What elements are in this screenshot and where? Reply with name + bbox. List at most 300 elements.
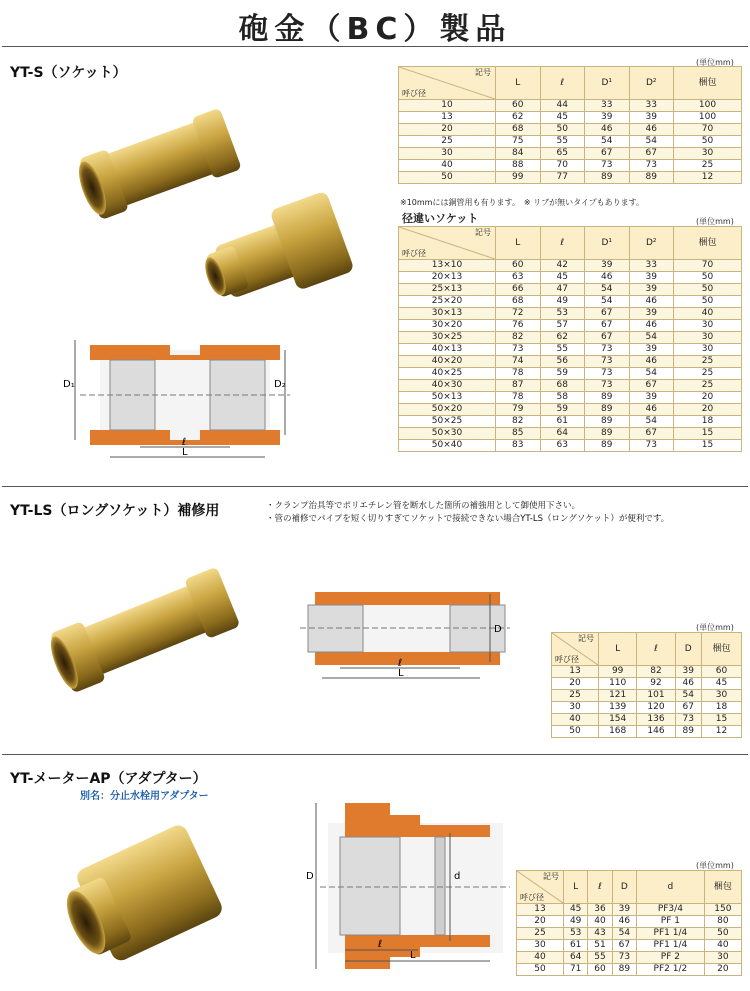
yts-header-pack: 梱包 xyxy=(674,67,742,100)
reducing-cell: 54 xyxy=(629,332,674,344)
ytap-cell: 43 xyxy=(588,928,612,940)
ytls-diagram-l: ℓ xyxy=(398,658,403,669)
reducing-table-row xyxy=(399,308,742,320)
reducing-header-L: L xyxy=(496,227,541,260)
reducing-cell: 73 xyxy=(585,368,630,380)
reducing-cell: 61 xyxy=(540,416,585,428)
yts-note: ※10mmには銅管用も有ります。 ※ リブが無いタイプもあります。 xyxy=(400,198,645,207)
reducing-cell: 50×40 xyxy=(399,440,496,452)
ytls-table-row xyxy=(552,702,742,714)
reducing-cell: 83 xyxy=(496,440,541,452)
yts-header-kigo: 記号 xyxy=(475,68,491,77)
ytap-cell: PF3/4 xyxy=(636,904,704,916)
ytls-bullet-2: ・管の補修でパイプを短く切りすぎてソケットで接続できない場合YT-LS（ロングソケット）が便利です。 xyxy=(266,514,670,524)
yts-unit-label: (単位mm) xyxy=(696,58,734,67)
reducing-cell: 53 xyxy=(540,308,585,320)
yts-cell: 33 xyxy=(585,100,630,112)
yts-diagram-L: L xyxy=(182,447,188,458)
yts-header-D1: D¹ xyxy=(585,67,630,100)
ytap-header-l: ℓ xyxy=(588,871,612,904)
reducing-cell: 45 xyxy=(540,272,585,284)
ytls-cell: 101 xyxy=(637,690,675,702)
yts-cell: 50 xyxy=(674,136,742,148)
ytap-table-row xyxy=(517,928,742,940)
ytls-cell: 121 xyxy=(599,690,637,702)
reducing-table-row xyxy=(399,332,742,344)
ytap-cell: 36 xyxy=(588,904,612,916)
ytls-cell: 40 xyxy=(552,714,599,726)
ytls-cell: 45 xyxy=(701,678,741,690)
section-divider xyxy=(2,486,748,487)
reducing-header-D1: D¹ xyxy=(585,227,630,260)
ytap-table-row xyxy=(517,904,742,916)
reducing-cell: 63 xyxy=(496,272,541,284)
ytap-cell: 60 xyxy=(588,964,612,976)
reducing-cell: 46 xyxy=(629,320,674,332)
reducing-table-row xyxy=(399,416,742,428)
reducing-cell: 30×13 xyxy=(399,308,496,320)
yts-header-L: L xyxy=(496,67,541,100)
ytls-cell: 89 xyxy=(675,726,701,738)
ytls-cell: 54 xyxy=(675,690,701,702)
yts-cell: 25 xyxy=(674,160,742,172)
ytls-cell: 18 xyxy=(701,702,741,714)
ytls-cell: 60 xyxy=(701,666,741,678)
ytap-cell: 53 xyxy=(564,928,588,940)
ytls-cell: 82 xyxy=(637,666,675,678)
reducing-cell: 39 xyxy=(629,308,674,320)
reducing-header-yobi: 呼び径 xyxy=(402,249,426,258)
reducing-cell: 18 xyxy=(674,416,742,428)
reducing-table-row xyxy=(399,296,742,308)
reducing-cell: 46 xyxy=(585,272,630,284)
reducing-cell: 30×25 xyxy=(399,332,496,344)
ytls-cell: 146 xyxy=(637,726,675,738)
ytls-cell: 25 xyxy=(552,690,599,702)
reducing-table-row xyxy=(399,272,742,284)
yts-cell: 67 xyxy=(585,148,630,160)
yts-cell: 84 xyxy=(496,148,541,160)
ytls-cell: 73 xyxy=(675,714,701,726)
yts-cross-section-diagram xyxy=(60,325,300,465)
yts-cell: 89 xyxy=(629,172,674,184)
yts-table-row xyxy=(399,100,742,112)
reducing-header-pack: 梱包 xyxy=(674,227,742,260)
ytap-diagram-D: D xyxy=(306,871,314,882)
yts-header-diag xyxy=(399,67,496,100)
reducing-unit-label: (単位mm) xyxy=(696,217,734,226)
ytap-header-D: D xyxy=(612,871,636,904)
ytap-header-yobi: 呼び径 xyxy=(520,893,544,902)
reducing-header-diag xyxy=(399,227,496,260)
reducing-cell: 25×20 xyxy=(399,296,496,308)
reducing-cell: 46 xyxy=(629,404,674,416)
reducing-cell: 89 xyxy=(585,404,630,416)
yts-cell: 100 xyxy=(674,100,742,112)
ytap-header-kigo: 記号 xyxy=(543,872,559,881)
yts-cell: 20 xyxy=(399,124,496,136)
ytls-cell: 139 xyxy=(599,702,637,714)
reducing-cell: 87 xyxy=(496,380,541,392)
yts-cell: 46 xyxy=(629,124,674,136)
reducing-cell: 67 xyxy=(585,320,630,332)
ytap-cell: 150 xyxy=(704,904,741,916)
reducing-cell: 13×10 xyxy=(399,260,496,272)
reducing-cell: 25 xyxy=(674,380,742,392)
reducing-cell: 40×13 xyxy=(399,344,496,356)
reducing-cell: 25×13 xyxy=(399,284,496,296)
reducing-cell: 42 xyxy=(540,260,585,272)
yts-cell: 77 xyxy=(540,172,585,184)
reducing-cell: 50×30 xyxy=(399,428,496,440)
ytap-cell: 54 xyxy=(612,928,636,940)
yts-cell: 40 xyxy=(399,160,496,172)
yts-cell: 62 xyxy=(496,112,541,124)
reducing-cell: 74 xyxy=(496,356,541,368)
yts-cell: 25 xyxy=(399,136,496,148)
reducing-cell: 67 xyxy=(629,428,674,440)
reducing-table-row xyxy=(399,356,742,368)
ytap-cell: 20 xyxy=(517,916,564,928)
yts-cell: 54 xyxy=(629,136,674,148)
ytls-header-diag xyxy=(552,633,599,666)
reducing-cell: 40×25 xyxy=(399,368,496,380)
reducing-table-row xyxy=(399,320,742,332)
reducing-cell: 20 xyxy=(674,404,742,416)
reducing-table-row xyxy=(399,368,742,380)
reducing-header-D2: D² xyxy=(629,227,674,260)
ytap-header-diag xyxy=(517,871,564,904)
reducing-cell: 50×13 xyxy=(399,392,496,404)
reducing-cell: 73 xyxy=(496,344,541,356)
reducing-cell: 89 xyxy=(585,428,630,440)
reducing-cell: 39 xyxy=(629,392,674,404)
reducing-cell: 20×13 xyxy=(399,272,496,284)
ytls-cross-section-diagram xyxy=(300,580,515,685)
ytap-cell: 40 xyxy=(704,940,741,952)
ytls-diagram-L: L xyxy=(398,668,404,679)
ytap-cell: PF 2 xyxy=(636,952,704,964)
reducing-cell: 40×30 xyxy=(399,380,496,392)
ytap-cell: 30 xyxy=(517,940,564,952)
yts-cell: 70 xyxy=(674,124,742,136)
yts-diagram-D1: D₁ xyxy=(63,379,75,390)
ytap-cell: 64 xyxy=(564,952,588,964)
ytls-cell: 136 xyxy=(637,714,675,726)
ytap-cell: 50 xyxy=(517,964,564,976)
ytls-table-row xyxy=(552,678,742,690)
section-divider xyxy=(2,754,748,755)
yts-cell: 73 xyxy=(629,160,674,172)
ytap-cell: 50 xyxy=(704,928,741,940)
ytls-header-pack: 梱包 xyxy=(701,633,741,666)
yts-cell: 44 xyxy=(540,100,585,112)
ytap-cell: 46 xyxy=(612,916,636,928)
ytap-cell: 40 xyxy=(588,916,612,928)
reducing-cell: 30 xyxy=(674,332,742,344)
reducing-cell: 85 xyxy=(496,428,541,440)
yts-cell: 54 xyxy=(585,136,630,148)
ytap-title: YT-メーターAP（アダプター） xyxy=(10,771,207,787)
reducing-cell: 82 xyxy=(496,332,541,344)
ytap-cell: 20 xyxy=(704,964,741,976)
ytls-cell: 30 xyxy=(552,702,599,714)
reducing-cell: 30 xyxy=(674,320,742,332)
yts-cell: 55 xyxy=(540,136,585,148)
ytap-cell: 45 xyxy=(564,904,588,916)
yts-table-row xyxy=(399,124,742,136)
reducing-cell: 30×20 xyxy=(399,320,496,332)
reducing-cell: 39 xyxy=(585,260,630,272)
reducing-title: 径違いソケット xyxy=(402,212,479,225)
ytap-cell: 67 xyxy=(612,940,636,952)
reducing-cell: 73 xyxy=(585,380,630,392)
reducing-header-kigo: 記号 xyxy=(475,228,491,237)
page-title: 砲金（BC）製品 xyxy=(238,12,512,47)
reducing-cell: 64 xyxy=(540,428,585,440)
reducing-cell: 49 xyxy=(540,296,585,308)
ytap-table-row xyxy=(517,964,742,976)
ytap-cell: 89 xyxy=(612,964,636,976)
ytls-cell: 168 xyxy=(599,726,637,738)
reducing-cell: 50×25 xyxy=(399,416,496,428)
reducing-table-body xyxy=(399,260,742,452)
ytls-header-l: ℓ xyxy=(637,633,675,666)
ytap-cell: PF2 1/2 xyxy=(636,964,704,976)
ytls-cell: 92 xyxy=(637,678,675,690)
ytls-table-body xyxy=(552,666,742,738)
ytap-cell: 55 xyxy=(588,952,612,964)
ytap-table-row xyxy=(517,952,742,964)
ytls-cell: 67 xyxy=(675,702,701,714)
yts-cell: 75 xyxy=(496,136,541,148)
ytap-cell: 51 xyxy=(588,940,612,952)
reducing-cell: 25 xyxy=(674,368,742,380)
reducing-cell: 57 xyxy=(540,320,585,332)
reducing-cell: 54 xyxy=(629,416,674,428)
ytap-cell: 73 xyxy=(612,952,636,964)
ytls-cell: 39 xyxy=(675,666,701,678)
yts-cell: 46 xyxy=(585,124,630,136)
yts-cell: 70 xyxy=(540,160,585,172)
yts-cell: 50 xyxy=(540,124,585,136)
reducing-cell: 47 xyxy=(540,284,585,296)
reducing-cell: 82 xyxy=(496,416,541,428)
reducing-cell: 40×20 xyxy=(399,356,496,368)
reducing-cell: 63 xyxy=(540,440,585,452)
ytls-cell: 13 xyxy=(552,666,599,678)
reducing-table-row xyxy=(399,392,742,404)
reducing-cell: 78 xyxy=(496,368,541,380)
ytap-cell: 39 xyxy=(612,904,636,916)
ytls-cell: 20 xyxy=(552,678,599,690)
ytap-table-body xyxy=(517,904,742,976)
yts-diagram-l: ℓ xyxy=(182,437,187,448)
ytls-product-photo xyxy=(40,560,250,700)
ytap-table-row xyxy=(517,940,742,952)
section-divider xyxy=(2,46,748,47)
reducing-table-row xyxy=(399,404,742,416)
reducing-cell: 56 xyxy=(540,356,585,368)
yts-table-row xyxy=(399,136,742,148)
yts-title: YT-S（ソケット） xyxy=(10,65,127,81)
yts-cell: 67 xyxy=(629,148,674,160)
ytap-cell: PF 1 xyxy=(636,916,704,928)
reducing-cell: 39 xyxy=(629,344,674,356)
yts-cell: 30 xyxy=(674,148,742,160)
ytls-cell: 12 xyxy=(701,726,741,738)
yts-cell: 73 xyxy=(585,160,630,172)
yts-diagram-D2: D₂ xyxy=(274,379,286,390)
ytap-cell: 13 xyxy=(517,904,564,916)
reducing-header-l: ℓ xyxy=(540,227,585,260)
reducing-cell: 68 xyxy=(496,296,541,308)
ytls-cell: 120 xyxy=(637,702,675,714)
reducing-cell: 73 xyxy=(585,356,630,368)
reducing-cell: 60 xyxy=(496,260,541,272)
yts-cell: 88 xyxy=(496,160,541,172)
ytap-header-pack: 梱包 xyxy=(704,871,741,904)
reducing-cell: 30 xyxy=(674,344,742,356)
yts-cell: 50 xyxy=(399,172,496,184)
yts-cell: 68 xyxy=(496,124,541,136)
ytap-cell: 61 xyxy=(564,940,588,952)
yts-spec-table xyxy=(398,66,742,184)
yts-cell: 12 xyxy=(674,172,742,184)
reducing-cell: 39 xyxy=(629,284,674,296)
ytap-header-L: L xyxy=(564,871,588,904)
reducing-table-row xyxy=(399,428,742,440)
reducing-cell: 89 xyxy=(585,392,630,404)
ytap-cell: PF1 1/4 xyxy=(636,928,704,940)
yts-cell: 99 xyxy=(496,172,541,184)
reducing-cell: 46 xyxy=(629,356,674,368)
reducing-cell: 59 xyxy=(540,368,585,380)
reducing-cell: 50 xyxy=(674,284,742,296)
ytls-diagram-D: D xyxy=(494,624,502,635)
yts-cell: 45 xyxy=(540,112,585,124)
ytap-diagram-l: ℓ xyxy=(378,939,383,950)
reducing-cell: 20 xyxy=(674,392,742,404)
ytap-header-d: d xyxy=(636,871,704,904)
yts-table-body xyxy=(399,100,742,184)
reducing-cell: 40 xyxy=(674,308,742,320)
reducing-cell: 66 xyxy=(496,284,541,296)
ytls-table-row xyxy=(552,666,742,678)
reducing-cell: 58 xyxy=(540,392,585,404)
reducing-cell: 39 xyxy=(629,272,674,284)
ytap-alias: 別名：分止水栓用アダプター xyxy=(80,791,209,802)
ytls-title: YT-LS（ロングソケット）補修用 xyxy=(10,503,220,519)
reducing-cell: 33 xyxy=(629,260,674,272)
reducing-cell: 50 xyxy=(674,272,742,284)
reducing-cell: 72 xyxy=(496,308,541,320)
yts-cell: 100 xyxy=(674,112,742,124)
reducing-spec-table xyxy=(398,226,742,452)
ytls-bullet-1: ・クランプ治具等でポリエチレン管を断水した箇所の補強用として御使用下さい。 xyxy=(266,501,580,511)
reducing-cell: 59 xyxy=(540,404,585,416)
reducing-cell: 73 xyxy=(629,440,674,452)
ytls-cell: 50 xyxy=(552,726,599,738)
yts-header-l: ℓ xyxy=(540,67,585,100)
ytls-unit-label: (単位mm) xyxy=(696,623,734,632)
ytap-cell: 71 xyxy=(564,964,588,976)
reducing-cell: 67 xyxy=(585,308,630,320)
yts-table-row xyxy=(399,112,742,124)
reducing-cell: 89 xyxy=(585,416,630,428)
reducing-table-row xyxy=(399,440,742,452)
yts-table-row xyxy=(399,148,742,160)
reducing-cell: 25 xyxy=(674,356,742,368)
ytls-table-row xyxy=(552,726,742,738)
reducing-cell: 15 xyxy=(674,428,742,440)
ytls-cell: 99 xyxy=(599,666,637,678)
yts-cell: 39 xyxy=(629,112,674,124)
yts-cell: 33 xyxy=(629,100,674,112)
yts-cell: 89 xyxy=(585,172,630,184)
ytls-table-row xyxy=(552,690,742,702)
yts-cell: 13 xyxy=(399,112,496,124)
yts-cell: 65 xyxy=(540,148,585,160)
yts-cell: 30 xyxy=(399,148,496,160)
reducing-cell: 50 xyxy=(674,296,742,308)
ytap-cell: 25 xyxy=(517,928,564,940)
ytap-cell: PF1 1/4 xyxy=(636,940,704,952)
ytap-cell: 30 xyxy=(704,952,741,964)
ytls-cell: 30 xyxy=(701,690,741,702)
yts-cell: 60 xyxy=(496,100,541,112)
ytap-spec-table xyxy=(516,870,742,976)
reducing-cell: 54 xyxy=(585,284,630,296)
ytls-cell: 15 xyxy=(701,714,741,726)
reducing-cell: 46 xyxy=(629,296,674,308)
reducing-cell: 70 xyxy=(674,260,742,272)
reducing-cell: 15 xyxy=(674,440,742,452)
yts-cell: 10 xyxy=(399,100,496,112)
yts-header-D2: D² xyxy=(629,67,674,100)
reducing-cell: 62 xyxy=(540,332,585,344)
ytls-spec-table xyxy=(551,632,742,738)
ytls-header-kigo: 記号 xyxy=(578,634,594,643)
ytls-header-L: L xyxy=(599,633,637,666)
ytls-cell: 46 xyxy=(675,678,701,690)
reducing-cell: 54 xyxy=(585,296,630,308)
yts-header-yobi: 呼び径 xyxy=(402,89,426,98)
ytap-cross-section-diagram xyxy=(300,795,515,980)
reducing-cell: 55 xyxy=(540,344,585,356)
ytap-cell: 40 xyxy=(517,952,564,964)
ytls-cell: 110 xyxy=(599,678,637,690)
yts-table-row xyxy=(399,160,742,172)
reducing-table-row xyxy=(399,260,742,272)
reducing-table-row xyxy=(399,344,742,356)
reducing-cell: 89 xyxy=(585,440,630,452)
ytap-cell: 49 xyxy=(564,916,588,928)
yts-product-photo xyxy=(60,95,360,310)
reducing-cell: 67 xyxy=(629,380,674,392)
reducing-table-row xyxy=(399,284,742,296)
ytls-header-yobi: 呼び径 xyxy=(555,655,579,664)
ytap-product-photo xyxy=(50,810,240,980)
yts-table-row xyxy=(399,172,742,184)
reducing-cell: 54 xyxy=(629,368,674,380)
ytls-cell: 154 xyxy=(599,714,637,726)
reducing-cell: 68 xyxy=(540,380,585,392)
reducing-cell: 78 xyxy=(496,392,541,404)
reducing-cell: 67 xyxy=(585,332,630,344)
reducing-cell: 79 xyxy=(496,404,541,416)
ytap-unit-label: (単位mm) xyxy=(696,861,734,870)
